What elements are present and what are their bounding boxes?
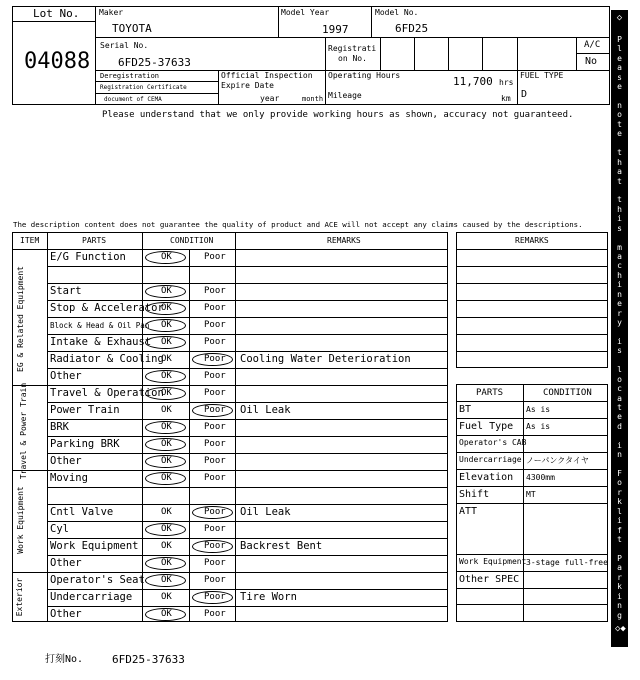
group-label-work: Work Equipment xyxy=(16,486,25,554)
sidebar-letter: P xyxy=(617,35,622,44)
parts-header: PARTS xyxy=(82,236,107,245)
model-year-value: 1997 xyxy=(322,23,349,36)
ac-value: No xyxy=(585,56,598,67)
sidebar-letter: P xyxy=(617,553,622,563)
year-label: year xyxy=(260,94,280,103)
spec-part: Fuel Type xyxy=(459,421,514,432)
row-part: Undercarriage xyxy=(50,591,133,603)
hours-unit: hrs xyxy=(499,78,514,87)
sidebar-letter: h xyxy=(617,270,622,280)
poor-label: Poor xyxy=(204,524,226,534)
sidebar-letter: s xyxy=(617,346,622,356)
ok-label: OK xyxy=(161,507,172,517)
ok-label: OK xyxy=(161,388,172,398)
sidebar-letter: c xyxy=(617,384,622,394)
poor-label: Poor xyxy=(204,507,226,517)
poor-selected-circle xyxy=(192,506,233,519)
sidebar-letter: i xyxy=(617,280,622,290)
ok-label: OK xyxy=(161,337,172,347)
ok-selected-circle xyxy=(145,319,186,332)
ok-selected-circle xyxy=(145,574,186,587)
fuel-type-label: FUEL TYPE xyxy=(520,71,564,80)
sidebar-letter: n xyxy=(617,601,622,611)
mileage-label: Mileage xyxy=(328,91,362,100)
sidebar-letter: i xyxy=(617,336,622,346)
group-label-eg: EG & Related Equipment xyxy=(16,266,25,372)
row-part: Radiator & Cooling xyxy=(50,353,164,365)
registration-label-1: Registrati xyxy=(328,44,377,53)
sidebar-letter: a xyxy=(617,563,622,573)
group-label-travel: Travel & Power Train xyxy=(19,382,28,480)
ok-label: OK xyxy=(161,320,172,330)
row-part: Travel & Operation xyxy=(50,387,164,399)
row-part: Stop & Accelerator xyxy=(50,302,164,314)
ok-label: OK xyxy=(161,286,172,296)
operating-hours-label: Operating Hours xyxy=(328,71,401,80)
ok-selected-circle xyxy=(145,608,186,621)
ok-label: OK xyxy=(161,252,172,262)
ok-label: OK xyxy=(161,422,172,432)
sidebar-letter: h xyxy=(617,204,622,214)
row-part: Intake & Exhaust xyxy=(50,336,152,348)
ok-selected-circle xyxy=(145,523,186,536)
spec-part: Other SPEC xyxy=(459,574,520,585)
row-part: Other xyxy=(50,455,82,467)
item-header: ITEM xyxy=(20,236,40,245)
spec-part: Shift xyxy=(459,489,490,500)
sidebar-letter: l xyxy=(617,44,622,54)
ok-selected-circle xyxy=(145,472,186,485)
sidebar-letter: i xyxy=(617,591,622,601)
spec-part: ATT xyxy=(459,506,478,517)
stamp-number-label: 打刻No. xyxy=(45,654,84,665)
row-part: Cyl xyxy=(50,523,69,535)
sidebar-bottom-symbol: ◇◆ xyxy=(615,624,626,634)
deregistration-label: Deregistration xyxy=(100,72,160,80)
row-part: Parking BRK xyxy=(50,438,120,450)
poor-label: Poor xyxy=(204,456,226,466)
location-sidebar xyxy=(611,10,628,647)
row-part: Other xyxy=(50,607,82,620)
group-label-exterior: Exterior xyxy=(15,577,24,617)
sidebar-letter: a xyxy=(617,167,622,177)
spec-part: Work Equipment xyxy=(459,557,527,566)
maker-label: Maker xyxy=(99,8,124,17)
spec-value: ノーパンクタイヤ xyxy=(526,456,589,465)
spec-part: Elevation xyxy=(459,472,514,483)
sidebar-letter: g xyxy=(617,610,622,620)
sidebar-letter: F xyxy=(617,469,622,479)
sidebar-letter: t xyxy=(617,535,622,545)
poor-label: Poor xyxy=(204,405,226,415)
sidebar-letter: a xyxy=(617,252,622,262)
sidebar-letter: k xyxy=(617,582,622,592)
sidebar-letter: d xyxy=(617,421,622,431)
poor-label: Poor xyxy=(204,575,226,585)
sidebar-letter: o xyxy=(617,374,622,384)
sidebar-letter: i xyxy=(617,440,622,450)
ok-label: OK xyxy=(161,558,172,568)
sidebar-letter: e xyxy=(617,53,622,63)
poor-label: Poor xyxy=(204,371,226,381)
spec-value: 4300mm xyxy=(526,473,555,482)
poor-label: Poor xyxy=(204,608,226,619)
stamp-number-value: 6FD25-37633 xyxy=(112,653,185,666)
sidebar-letter: a xyxy=(617,63,622,73)
registration-certificate-label: Registration Certificate xyxy=(100,84,187,91)
sidebar-letter: s xyxy=(617,72,622,82)
poor-label: Poor xyxy=(204,320,226,330)
sidebar-letter: i xyxy=(617,214,622,224)
sidebar-top-symbol: ◇ xyxy=(616,13,623,23)
spec-value: As is xyxy=(526,405,551,414)
ok-selected-circle xyxy=(145,336,186,349)
row-remark: Tire Worn xyxy=(240,591,297,603)
sidebar-letter: e xyxy=(617,129,622,139)
ok-selected-circle xyxy=(145,557,186,570)
serial-value: 6FD25-37633 xyxy=(118,56,191,69)
sidebar-letter: r xyxy=(617,572,622,582)
ok-label: OK xyxy=(161,592,172,602)
sidebar-letter: n xyxy=(617,289,622,299)
sidebar-letter: y xyxy=(617,318,622,328)
inspection-label-1: Official Inspection xyxy=(221,71,313,80)
spec-value: As is xyxy=(526,422,551,431)
model-no-value: 6FD25 xyxy=(395,22,429,35)
ok-label: OK xyxy=(161,439,172,449)
poor-label: Poor xyxy=(204,558,226,568)
ok-selected-circle xyxy=(145,251,186,264)
ok-label: OK xyxy=(161,303,172,313)
ok-selected-circle xyxy=(145,370,186,383)
ok-selected-circle xyxy=(145,387,186,400)
row-part: Work Equipment xyxy=(50,540,139,552)
row-remark: Oil Leak xyxy=(240,404,291,416)
ok-label: OK xyxy=(161,354,172,364)
sidebar-letter: s xyxy=(617,223,622,233)
sidebar-letter: e xyxy=(617,82,622,92)
poor-label: Poor xyxy=(204,541,226,551)
spec-value: MT xyxy=(526,490,536,499)
sidebar-letter: n xyxy=(617,101,622,111)
model-year-label: Model Year xyxy=(281,8,330,17)
sidebar-letter: t xyxy=(617,119,622,129)
row-part: Power Train xyxy=(50,404,120,416)
ok-label: OK xyxy=(161,473,172,483)
ok-selected-circle xyxy=(145,285,186,298)
sidebar-letter: e xyxy=(617,412,622,422)
sidebar-letter: l xyxy=(617,506,622,516)
sidebar-letter: h xyxy=(617,157,622,167)
poor-label: Poor xyxy=(204,252,226,262)
ac-label: A/C xyxy=(584,40,601,50)
poor-selected-circle xyxy=(192,353,233,366)
sidebar-letter: t xyxy=(617,195,622,205)
poor-label: Poor xyxy=(204,337,226,347)
ok-selected-circle xyxy=(145,421,186,434)
lot-number: 04088 xyxy=(24,49,91,74)
sidebar-letter: r xyxy=(617,308,622,318)
ok-label: OK xyxy=(161,575,172,585)
condition-header: CONDITION xyxy=(170,236,214,245)
sidebar-letter: k xyxy=(617,497,622,507)
sidebar-letter: f xyxy=(617,525,622,535)
spec-value: 3-stage full-free xyxy=(526,558,608,567)
sidebar-letter: r xyxy=(617,487,622,497)
poor-label: Poor xyxy=(204,388,226,398)
poor-selected-circle xyxy=(192,591,233,604)
spec-condition-header: CONDITION xyxy=(543,388,592,398)
sidebar-letter: t xyxy=(617,176,622,186)
row-part: Operator's Seat xyxy=(50,574,145,586)
lot-label: Lot No. xyxy=(33,7,80,20)
right-remarks-header: REMARKS xyxy=(515,236,549,245)
maker-value: TOYOTA xyxy=(112,22,152,35)
disclaimer: The description content does not guarantee the quality of product and ACE will not accept any claims caused by the descriptions. xyxy=(13,220,583,229)
inspection-label-2: Expire Date xyxy=(221,81,274,90)
ok-selected-circle xyxy=(145,455,186,468)
poor-label: Poor xyxy=(204,286,226,296)
sidebar-letter: l xyxy=(617,365,622,375)
ok-label: OK xyxy=(161,524,172,534)
sidebar-letter: o xyxy=(617,478,622,488)
ok-label: OK xyxy=(161,541,172,551)
spec-parts-header: PARTS xyxy=(476,388,504,398)
poor-label: Poor xyxy=(204,439,226,449)
row-part: Block & Head & Oil Pan xyxy=(50,320,150,330)
operating-hours-value: 11,700 xyxy=(453,75,493,88)
model-no-label: Model No. xyxy=(375,8,419,17)
fuel-type-value: D xyxy=(521,89,528,100)
row-part: Start xyxy=(50,285,82,297)
sidebar-letter: i xyxy=(617,516,622,526)
row-part: BRK xyxy=(50,421,69,433)
poor-label: Poor xyxy=(204,303,226,313)
ok-label: OK xyxy=(161,405,172,415)
cema-document-label: document of CEMA xyxy=(104,96,162,103)
hours-accuracy-note: Please understand that we only provide working hours as shown, accuracy not guaranteed. xyxy=(102,110,574,120)
sidebar-letter: n xyxy=(617,450,622,460)
ok-label: OK xyxy=(161,608,172,619)
row-remark: Cooling Water Deterioration xyxy=(240,353,411,365)
row-part: Cntl Valve xyxy=(50,506,114,518)
registration-label-2: on No. xyxy=(338,54,367,63)
poor-label: Poor xyxy=(204,354,226,364)
row-part: Other xyxy=(50,557,82,569)
sidebar-letter: e xyxy=(617,299,622,309)
ok-label: OK xyxy=(161,371,172,381)
row-part: Other xyxy=(50,370,82,382)
poor-selected-circle xyxy=(192,540,233,553)
poor-label: Poor xyxy=(204,422,226,432)
sidebar-letter: t xyxy=(617,148,622,158)
mileage-unit: km xyxy=(501,94,511,103)
month-label: month xyxy=(302,95,324,103)
row-remark: Oil Leak xyxy=(240,506,291,518)
row-part: E/G Function xyxy=(50,251,126,263)
sidebar-letter: o xyxy=(617,110,622,120)
sidebar-letter: a xyxy=(617,393,622,403)
sidebar-letter: c xyxy=(617,261,622,271)
sidebar-letter: m xyxy=(617,242,622,252)
serial-label: Serial No. xyxy=(100,41,149,50)
ok-selected-circle xyxy=(145,438,186,451)
ok-selected-circle xyxy=(145,302,186,315)
poor-label: Poor xyxy=(204,592,226,602)
row-remark: Backrest Bent xyxy=(240,540,323,552)
poor-label: Poor xyxy=(204,473,226,483)
spec-part: BT xyxy=(459,404,472,415)
spec-part: Undercarriage xyxy=(459,455,522,464)
ok-label: OK xyxy=(161,456,172,466)
sidebar-letter: t xyxy=(617,402,622,412)
remarks-header: REMARKS xyxy=(327,236,361,245)
spec-part: Operator's CAB xyxy=(459,438,527,447)
poor-selected-circle xyxy=(192,404,233,417)
row-part: Moving xyxy=(50,472,88,484)
